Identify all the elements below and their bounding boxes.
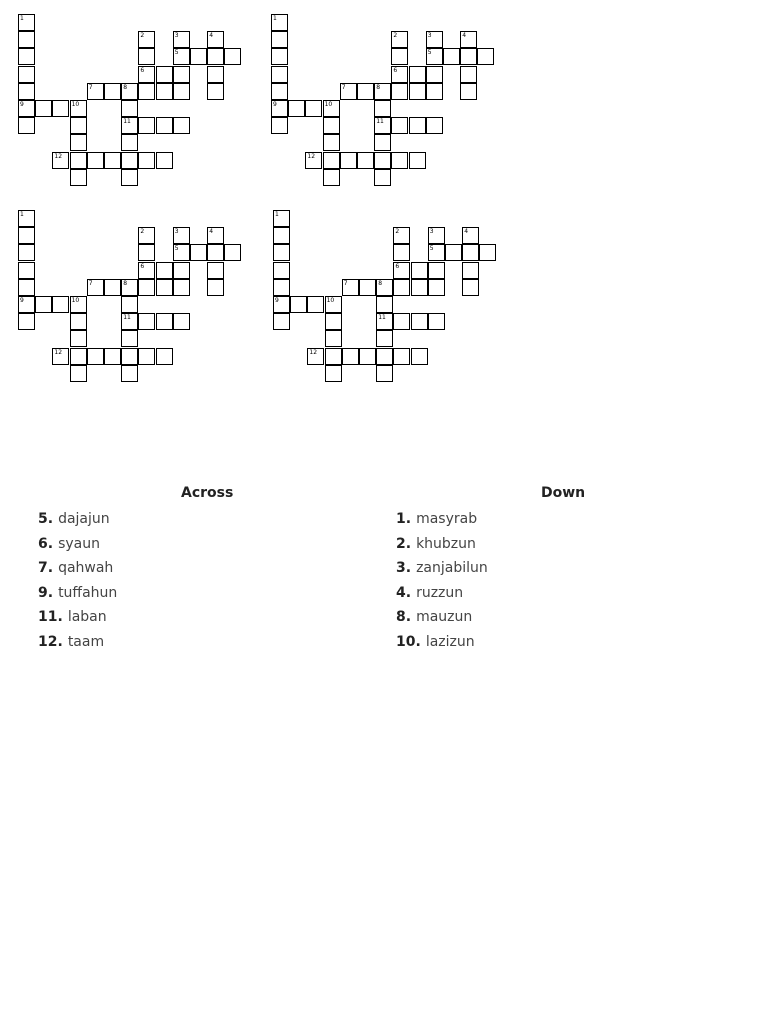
crossword-cell[interactable] (18, 227, 35, 244)
clue-across-6 (38, 532, 368, 557)
crossword-cell[interactable] (70, 152, 87, 169)
crossword-cell[interactable] (460, 31, 477, 48)
cell-number: 9 (20, 297, 24, 304)
crossword-cell[interactable] (173, 244, 190, 261)
crossword-cell[interactable] (307, 348, 324, 365)
crossword-cell[interactable] (357, 152, 374, 169)
crossword-cell[interactable] (224, 244, 241, 261)
crossword-cell[interactable] (271, 14, 288, 31)
clue-text: masyrab (416, 511, 478, 527)
crossword-cell[interactable] (325, 348, 342, 365)
cell-number: 5 (429, 245, 434, 253)
crossword-cell[interactable] (173, 262, 190, 279)
clue-down-2 (396, 532, 736, 557)
crossword-cell[interactable] (173, 31, 190, 48)
crossword-cell[interactable] (460, 66, 477, 83)
crossword-cell[interactable] (462, 262, 479, 279)
crossword-cell[interactable] (426, 66, 443, 83)
cell-number: 3 (429, 228, 434, 236)
cell-number: 2 (140, 32, 145, 40)
crossword-cell[interactable] (391, 152, 408, 169)
cell-number: 5 (174, 245, 179, 253)
cell-number: 4 (462, 32, 467, 40)
crossword-cell[interactable] (156, 117, 173, 134)
clue-text: syaun (58, 535, 100, 552)
crossword-cell[interactable] (374, 169, 391, 186)
crossword-cell[interactable] (374, 134, 391, 151)
clue-text: qahwah (58, 560, 114, 577)
crossword-cell[interactable] (18, 83, 35, 100)
cell-number: 8 (123, 83, 128, 91)
crossword-cell[interactable] (190, 48, 207, 65)
crossword-cell[interactable] (323, 100, 340, 117)
crossword-cell[interactable] (374, 152, 391, 169)
crossword-cell[interactable] (207, 227, 224, 244)
crossword-cell[interactable] (290, 296, 307, 313)
across-heading: Across (181, 485, 234, 501)
crossword-cell[interactable] (409, 117, 426, 134)
crossword-cell[interactable] (70, 365, 87, 382)
cell-number: 9 (275, 297, 279, 304)
crossword-cell[interactable] (477, 48, 494, 65)
crossword-cell[interactable] (18, 279, 35, 296)
crossword-cell[interactable] (207, 244, 224, 261)
crossword-cell[interactable] (323, 134, 340, 151)
cell-number: 1 (273, 15, 277, 22)
crossword-cell[interactable] (271, 117, 288, 134)
crossword-cell[interactable] (460, 83, 477, 100)
crossword-cell[interactable] (18, 210, 35, 227)
crossword-cell[interactable] (391, 117, 408, 134)
cell-number: 11 (123, 118, 131, 126)
down-clues (396, 485, 736, 655)
crossword-cell[interactable] (374, 100, 391, 117)
crossword-cell[interactable] (52, 296, 69, 313)
crossword-cell[interactable] (104, 152, 121, 169)
crossword-cell[interactable] (273, 296, 290, 313)
crossword-cell[interactable] (138, 117, 155, 134)
crossword-cell[interactable] (156, 83, 173, 100)
crossword-cell[interactable] (70, 330, 87, 347)
crossword-cell[interactable] (87, 348, 104, 365)
cell-number: 7 (88, 279, 93, 287)
clue-down-8 (396, 605, 736, 630)
crossword-cell[interactable] (391, 31, 408, 48)
cell-number: 12 (54, 152, 63, 160)
clue-across-5 (38, 507, 368, 532)
crossword-cell[interactable] (138, 244, 155, 261)
clue-number: 1. (396, 511, 412, 527)
crossword-cell[interactable] (376, 279, 393, 296)
crossword-cell[interactable] (323, 152, 340, 169)
crossword-cell[interactable] (411, 313, 428, 330)
clue-down-4 (396, 581, 736, 606)
crossword-cell[interactable] (376, 330, 393, 347)
crossword-cell[interactable] (374, 83, 391, 100)
crossword-cell[interactable] (35, 296, 52, 313)
crossword-grid (18, 14, 258, 194)
cell-number: 1 (20, 15, 24, 22)
cell-number: 4 (209, 228, 214, 236)
crossword-cell[interactable] (18, 117, 35, 134)
crossword-grid (273, 210, 513, 390)
cell-number: 6 (140, 66, 145, 74)
crossword-cell[interactable] (376, 365, 393, 382)
cell-number: 1 (20, 211, 24, 218)
crossword-cell[interactable] (340, 152, 357, 169)
cell-number: 3 (174, 228, 179, 236)
crossword-cell[interactable] (376, 296, 393, 313)
crossword-cell[interactable] (156, 66, 173, 83)
crossword-cell[interactable] (271, 66, 288, 83)
cell-number: 5 (174, 49, 179, 57)
crossword-cell[interactable] (374, 117, 391, 134)
clue-number: 6. (38, 535, 54, 552)
crossword-cell[interactable] (156, 313, 173, 330)
clue-text: dajajun (58, 511, 110, 527)
cell-number: 12 (307, 152, 316, 160)
crossword-cell[interactable] (18, 48, 35, 65)
crossword-grid (271, 14, 511, 194)
crossword-cell[interactable] (18, 31, 35, 48)
crossword-cell[interactable] (273, 244, 290, 261)
crossword-cell[interactable] (138, 48, 155, 65)
cell-number: 3 (174, 32, 179, 40)
crossword-cell[interactable] (138, 152, 155, 169)
crossword-cell[interactable] (305, 152, 322, 169)
crossword-cell[interactable] (104, 83, 121, 100)
clue-text: mauzun (416, 609, 473, 626)
cell-number: 6 (393, 66, 398, 74)
clue-across-11 (38, 605, 368, 630)
crossword-cell[interactable] (445, 244, 462, 261)
crossword-cell[interactable] (18, 66, 35, 83)
crossword-cell[interactable] (323, 117, 340, 134)
crossword-cell[interactable] (426, 83, 443, 100)
clue-number: 8. (396, 609, 412, 626)
clue-text: ruzzun (416, 584, 464, 601)
cell-number: 11 (378, 314, 386, 322)
crossword-cell[interactable] (121, 313, 138, 330)
crossword-cell[interactable] (207, 31, 224, 48)
crossword-cell[interactable] (391, 83, 408, 100)
crossword-cell[interactable] (138, 348, 155, 365)
crossword-cell[interactable] (207, 279, 224, 296)
crossword-cell[interactable] (121, 279, 138, 296)
crossword-cell[interactable] (18, 313, 35, 330)
crossword-cell[interactable] (138, 31, 155, 48)
crossword-cell[interactable] (138, 262, 155, 279)
cell-number: 5 (427, 49, 432, 57)
crossword-cell[interactable] (156, 152, 173, 169)
clue-number: 11. (38, 609, 63, 626)
clue-number: 2. (396, 535, 412, 552)
crossword-cell[interactable] (342, 279, 359, 296)
crossword-cell[interactable] (173, 117, 190, 134)
crossword-cell[interactable] (18, 244, 35, 261)
crossword-cell[interactable] (138, 227, 155, 244)
crossword-cell[interactable] (443, 48, 460, 65)
crossword-cell[interactable] (173, 227, 190, 244)
cell-number: 11 (123, 314, 131, 322)
cell-number: 11 (376, 118, 384, 126)
crossword-cell[interactable] (121, 330, 138, 347)
crossword-cell[interactable] (409, 83, 426, 100)
crossword-cell[interactable] (121, 83, 138, 100)
clue-number: 9. (38, 584, 54, 601)
crossword-cell[interactable] (462, 279, 479, 296)
crossword-cell[interactable] (271, 31, 288, 48)
crossword-cell[interactable] (393, 244, 410, 261)
crossword-cell[interactable] (121, 348, 138, 365)
crossword-cell[interactable] (391, 48, 408, 65)
crossword-cell[interactable] (70, 117, 87, 134)
crossword-cell[interactable] (173, 48, 190, 65)
crossword-cell[interactable] (271, 100, 288, 117)
crossword-cell[interactable] (409, 152, 426, 169)
crossword-cell[interactable] (428, 313, 445, 330)
crossword-cell[interactable] (325, 296, 342, 313)
crossword-cell[interactable] (428, 262, 445, 279)
crossword-cell[interactable] (359, 279, 376, 296)
clue-number: 12. (38, 633, 63, 650)
crossword-cell[interactable] (460, 48, 477, 65)
clue-text: zanjabilun (416, 560, 488, 577)
crossword-cell[interactable] (271, 48, 288, 65)
crossword-cell[interactable] (376, 313, 393, 330)
crossword-cell[interactable] (273, 279, 290, 296)
cell-number: 7 (88, 83, 93, 91)
cell-number: 4 (209, 32, 214, 40)
crossword-cell[interactable] (138, 279, 155, 296)
crossword-cell[interactable] (340, 83, 357, 100)
crossword-cell[interactable] (342, 348, 359, 365)
crossword-cell[interactable] (393, 262, 410, 279)
crossword-cell[interactable] (393, 227, 410, 244)
cell-number: 8 (376, 83, 381, 91)
crossword-cell[interactable] (359, 348, 376, 365)
crossword-cell[interactable] (18, 296, 35, 313)
clue-number: 7. (38, 560, 54, 577)
crossword-cell[interactable] (173, 313, 190, 330)
cell-number: 9 (273, 101, 277, 108)
cell-number: 7 (341, 83, 346, 91)
cell-number: 6 (395, 262, 400, 270)
clue-text: lazizun (425, 633, 475, 650)
crossword-cell[interactable] (121, 365, 138, 382)
crossword-cell[interactable] (426, 48, 443, 65)
crossword-cell[interactable] (411, 279, 428, 296)
clue-across-12 (38, 630, 368, 655)
crossword-cell[interactable] (121, 296, 138, 313)
crossword-cell[interactable] (156, 262, 173, 279)
crossword-cell[interactable] (18, 14, 35, 31)
crossword-cell[interactable] (462, 244, 479, 261)
crossword-grid (18, 210, 258, 390)
crossword-cell[interactable] (121, 117, 138, 134)
crossword-cell[interactable] (121, 152, 138, 169)
cell-number: 10 (71, 101, 80, 108)
crossword-cell[interactable] (409, 66, 426, 83)
crossword-cell[interactable] (411, 262, 428, 279)
crossword-cell[interactable] (428, 227, 445, 244)
clue-number: 3. (396, 560, 412, 577)
clue-number: 4. (396, 584, 412, 601)
crossword-cell[interactable] (87, 279, 104, 296)
crossword-cell[interactable] (288, 100, 305, 117)
crossword-cell[interactable] (121, 169, 138, 186)
crossword-cell[interactable] (479, 244, 496, 261)
crossword-cell[interactable] (391, 66, 408, 83)
crossword-cell[interactable] (87, 152, 104, 169)
clue-text: tuffahun (58, 584, 118, 601)
clue-number: 5. (38, 511, 54, 527)
crossword-cell[interactable] (325, 365, 342, 382)
cell-number: 2 (393, 32, 398, 40)
crossword-cell[interactable] (70, 313, 87, 330)
crossword-cell[interactable] (462, 227, 479, 244)
crossword-cell[interactable] (18, 262, 35, 279)
crossword-cell[interactable] (273, 313, 290, 330)
clue-down-1 (396, 507, 736, 532)
cell-number: 7 (343, 279, 348, 287)
crossword-cell[interactable] (52, 348, 69, 365)
cell-number: 8 (378, 279, 383, 287)
crossword-cell[interactable] (428, 244, 445, 261)
crossword-cell[interactable] (273, 210, 290, 227)
crossword-cell[interactable] (173, 66, 190, 83)
cell-number: 10 (324, 101, 333, 108)
crossword-cell[interactable] (271, 83, 288, 100)
crossword-cell[interactable] (70, 296, 87, 313)
crossword-cell[interactable] (426, 31, 443, 48)
cell-number: 3 (427, 32, 432, 40)
crossword-cell[interactable] (411, 348, 428, 365)
crossword-cell[interactable] (190, 244, 207, 261)
crossword-cell[interactable] (393, 348, 410, 365)
cell-number: 8 (123, 279, 128, 287)
crossword-cell[interactable] (87, 83, 104, 100)
crossword-cell[interactable] (138, 313, 155, 330)
cell-number: 10 (71, 297, 80, 304)
clue-text: khubzun (416, 535, 476, 552)
crossword-cell[interactable] (307, 296, 324, 313)
crossword-cell[interactable] (70, 348, 87, 365)
crossword-cell[interactable] (35, 100, 52, 117)
crossword-cell[interactable] (70, 134, 87, 151)
crossword-cell[interactable] (428, 279, 445, 296)
crossword-cell[interactable] (305, 100, 322, 117)
cell-number: 12 (309, 348, 318, 356)
crossword-cell[interactable] (325, 313, 342, 330)
clue-down-3 (396, 556, 736, 581)
cell-number: 12 (54, 348, 63, 356)
clue-across-9 (38, 581, 368, 606)
crossword-cell[interactable] (173, 83, 190, 100)
crossword-cell[interactable] (138, 83, 155, 100)
cell-number: 4 (464, 228, 469, 236)
crossword-cell[interactable] (357, 83, 374, 100)
crossword-cell[interactable] (393, 313, 410, 330)
crossword-cell[interactable] (70, 100, 87, 117)
crossword-cell[interactable] (156, 348, 173, 365)
crossword-cell[interactable] (376, 348, 393, 365)
crossword-cell[interactable] (104, 348, 121, 365)
crossword-cell[interactable] (323, 169, 340, 186)
cell-number: 1 (275, 211, 279, 218)
clue-down-10 (396, 630, 736, 655)
clue-across-7 (38, 556, 368, 581)
clue-number: 10. (396, 633, 421, 650)
down-heading: Down (541, 485, 586, 501)
crossword-cell[interactable] (207, 66, 224, 83)
across-clues (38, 485, 368, 655)
cell-number: 2 (140, 228, 145, 236)
cell-number: 10 (326, 297, 335, 304)
crossword-cell[interactable] (70, 169, 87, 186)
crossword-cell[interactable] (207, 262, 224, 279)
cell-number: 2 (395, 228, 400, 236)
crossword-cell[interactable] (18, 100, 35, 117)
clue-text: taam (67, 633, 105, 650)
crossword-cell[interactable] (52, 100, 69, 117)
crossword-cell[interactable] (273, 227, 290, 244)
crossword-cell[interactable] (138, 66, 155, 83)
crossword-cell[interactable] (173, 279, 190, 296)
crossword-cell[interactable] (121, 100, 138, 117)
cell-number: 6 (140, 262, 145, 270)
crossword-cell[interactable] (224, 48, 241, 65)
crossword-cell[interactable] (325, 330, 342, 347)
crossword-cell[interactable] (426, 117, 443, 134)
crossword-cell[interactable] (393, 279, 410, 296)
crossword-cell[interactable] (207, 83, 224, 100)
crossword-cell[interactable] (207, 48, 224, 65)
crossword-cell[interactable] (156, 279, 173, 296)
crossword-cell[interactable] (121, 134, 138, 151)
clue-text: laban (67, 609, 107, 626)
crossword-cell[interactable] (104, 279, 121, 296)
crossword-cell[interactable] (273, 262, 290, 279)
cell-number: 9 (20, 101, 24, 108)
crossword-cell[interactable] (52, 152, 69, 169)
